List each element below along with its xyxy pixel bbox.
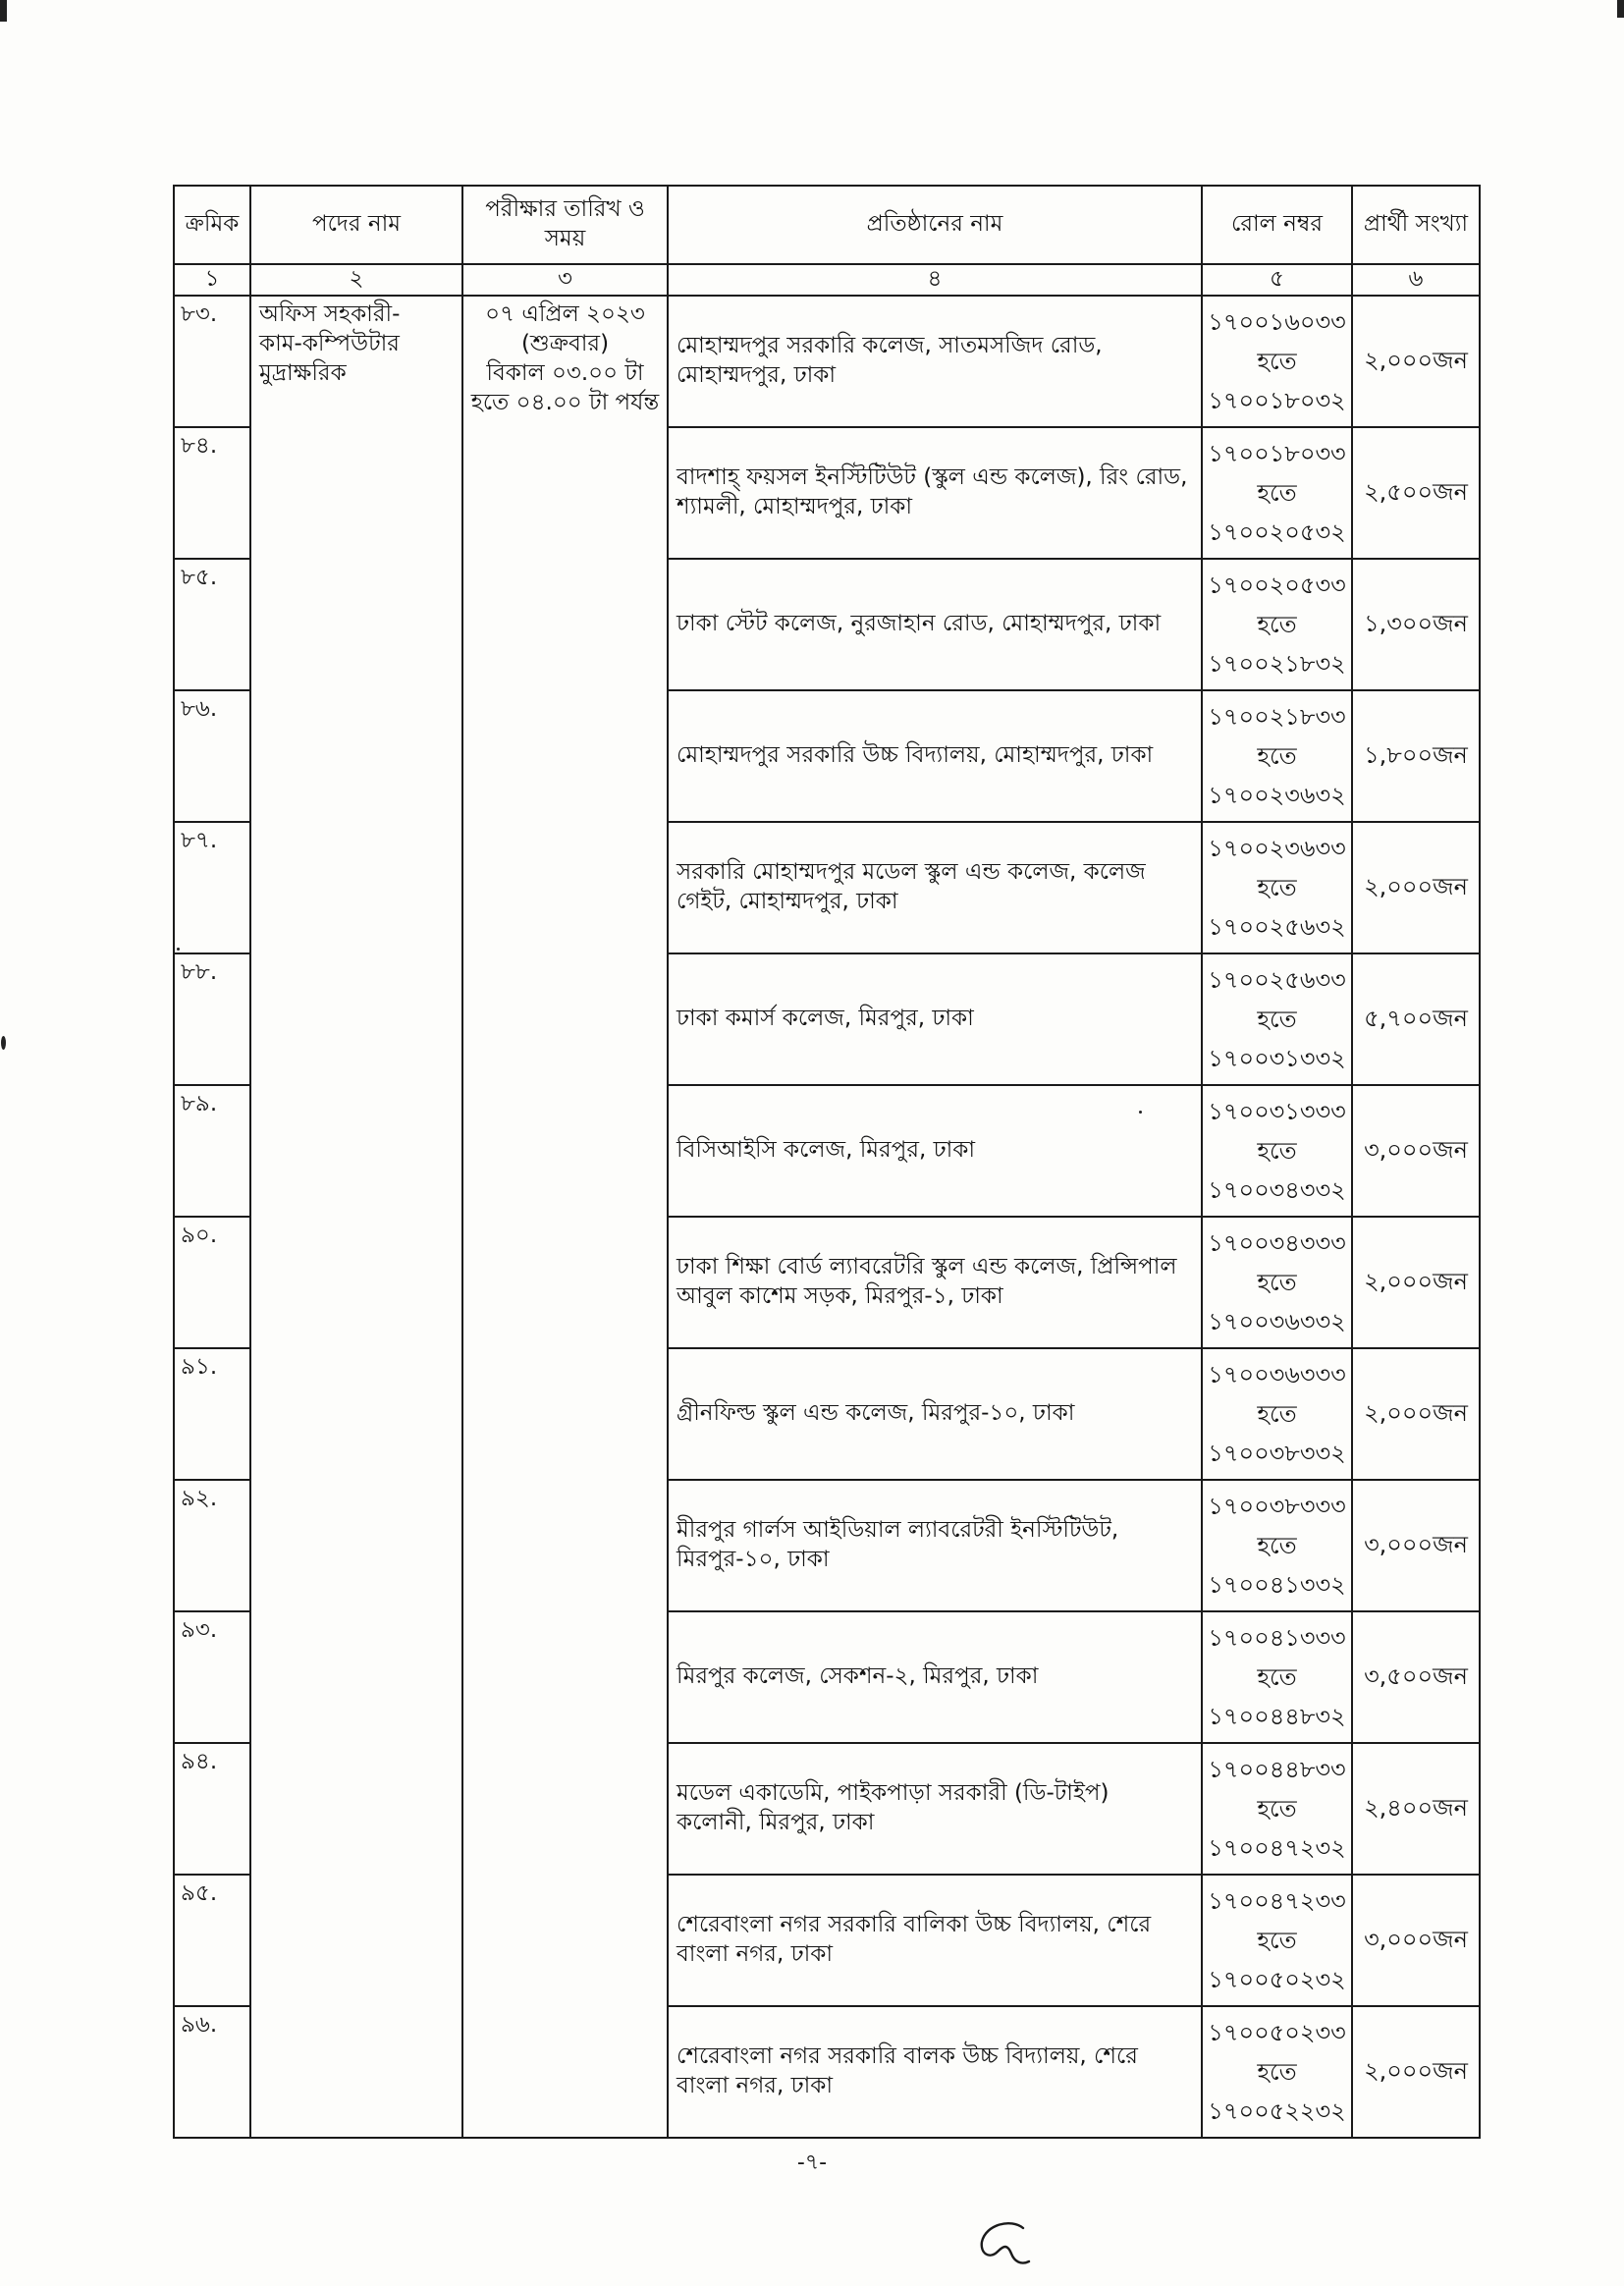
roll-to-word: হতে (1257, 348, 1297, 375)
serial-cell: ৯৬. (174, 2006, 250, 2138)
exam-center-table (173, 185, 1481, 2139)
scan-mark (1, 1036, 6, 1050)
roll-to-word: হতে (1257, 1137, 1297, 1165)
exam-time-cell (462, 296, 668, 2138)
post-name-line: মুদ্রাক্ষরিক (259, 359, 347, 386)
initial-signature (972, 2214, 1041, 2273)
roll-cell (1202, 1611, 1352, 1743)
candidate-count-cell: ৩,০০০জন (1352, 1875, 1480, 2006)
roll-from: ১৭০০১৬০৩৩ (1208, 308, 1346, 336)
roll-to-word: হতে (1257, 1532, 1297, 1559)
roll-to: ১৭০০১৮০৩২ (1208, 387, 1346, 414)
scan-mark (0, 0, 7, 22)
serial-cell: ৮৫. (174, 559, 250, 690)
post-name-line: অফিস সহকারী- (259, 301, 401, 327)
roll-to: ১৭০০৫২২৩২ (1208, 2097, 1346, 2125)
table-body (174, 296, 1480, 2138)
roll-from: ১৭০০২০৫৩৩ (1208, 572, 1346, 599)
header-exam-time: পরীক্ষার তারিখ ও সময় (462, 186, 668, 264)
roll-to-word: হতে (1257, 1269, 1297, 1296)
roll-to-word: হতে (1257, 1400, 1297, 1428)
header-institution: প্রতিষ্ঠানের নাম (668, 186, 1202, 264)
header-roll: রোল নম্বর (1202, 186, 1352, 264)
roll-cell (1202, 1217, 1352, 1348)
institution-cell: মডেল একাডেমি, পাইকপাড়া সরকারী (ডি-টাইপ) কলোনী, মিরপুর, ঢাকা (668, 1743, 1202, 1875)
header-post: পদের নাম (250, 186, 462, 264)
roll-to: ১৭০০৩৪৩৩২ (1208, 1176, 1346, 1204)
roll-cell (1202, 1743, 1352, 1875)
roll-cell (1202, 953, 1352, 1085)
roll-to: ১৭০০৪১৩৩২ (1208, 1571, 1346, 1599)
roll-to-word: হতে (1257, 479, 1297, 507)
roll-to-word: হতে (1257, 874, 1297, 901)
post-name-cell (250, 296, 462, 2138)
page-number: -৭- (796, 2150, 828, 2175)
roll-to-word: হতে (1257, 611, 1297, 638)
serial-cell: ৯১. (174, 1348, 250, 1480)
serial-cell: ৮৭. (174, 822, 250, 953)
roll-to-word: হতে (1257, 1795, 1297, 1823)
serial-cell: ৮৬. (174, 690, 250, 822)
candidate-count-cell: ১,৩০০জন (1352, 559, 1480, 690)
institution-cell: ঢাকা কমার্স কলেজ, মিরপুর, ঢাকা (668, 953, 1202, 1085)
roll-to-word: হতে (1257, 2058, 1297, 2086)
institution-cell: গ্রীনফিল্ড স্কুল এন্ড কলেজ, মিরপুর-১০, ঢাকা (668, 1348, 1202, 1480)
column-number: ৩ (462, 264, 668, 296)
roll-cell (1202, 690, 1352, 822)
column-number: ১ (174, 264, 250, 296)
roll-from: ১৭০০৪৪৮৩৩ (1208, 1756, 1346, 1783)
column-number: ৪ (668, 264, 1202, 296)
serial-cell: ৯৩. (174, 1611, 250, 1743)
column-number-row (174, 264, 1480, 296)
post-name-line: কাম-কম্পিউটার (259, 330, 400, 356)
candidate-count-cell: ৫,৭০০জন (1352, 953, 1480, 1085)
candidate-count-cell: ২,০০০জন (1352, 1348, 1480, 1480)
roll-cell (1202, 427, 1352, 559)
roll-from: ১৭০০২৩৬৩৩ (1208, 835, 1346, 862)
serial-cell: ৯০. (174, 1217, 250, 1348)
table-row (174, 296, 1480, 427)
roll-to: ১৭০০২০৫৩২ (1208, 518, 1346, 546)
roll-from: ১৭০০৩৮৩৩৩ (1208, 1493, 1346, 1520)
header-candidates: প্রার্থী সংখ্যা (1352, 186, 1480, 264)
roll-cell (1202, 822, 1352, 953)
roll-from: ১৭০০৪১৩৩৩ (1208, 1624, 1346, 1652)
roll-to: ১৭০০২১৮৩২ (1208, 650, 1346, 678)
roll-from: ১৭০০৪৭২৩৩ (1208, 1887, 1346, 1915)
scan-mark (1617, 0, 1624, 18)
roll-to: ১৭০০৩৬৩৩২ (1208, 1308, 1346, 1335)
column-number: ৫ (1202, 264, 1352, 296)
roll-to: ১৭০০২৫৬৩২ (1208, 913, 1346, 941)
institution-cell: শেরেবাংলা নগর সরকারি বালক উচ্চ বিদ্যালয়, শেরে বাংলা নগর, ঢাকা (668, 2006, 1202, 2138)
serial-cell: ৮৯. (174, 1085, 250, 1217)
roll-to: ১৭০০৪৭২৩২ (1208, 1834, 1346, 1862)
institution-cell: ঢাকা স্টেট কলেজ, নুরজাহান রোড, মোহাম্মদপুর, ঢাকা (668, 559, 1202, 690)
institution-cell: শেরেবাংলা নগর সরকারি বালিকা উচ্চ বিদ্যালয়, শেরে বাংলা নগর, ঢাকা (668, 1875, 1202, 2006)
roll-cell (1202, 2006, 1352, 2138)
serial-cell: ৯৪. (174, 1743, 250, 1875)
serial-cell: ৮৪. (174, 427, 250, 559)
exam-end: হতে ০৪.০০ টা পর্যন্ত (470, 389, 660, 415)
candidate-count-cell: ২,০০০জন (1352, 2006, 1480, 2138)
roll-from: ১৭০০২৫৬৩৩ (1208, 966, 1346, 994)
institution-cell: ঢাকা শিক্ষা বোর্ড ল্যাবরেটরি স্কুল এন্ড কলেজ, প্রিন্সিপাল আবুল কাশেম সড়ক, মিরপুর-১, ঢাকা (668, 1217, 1202, 1348)
candidate-count-cell: ৩,৫০০জন (1352, 1611, 1480, 1743)
institution-cell: সরকারি মোহাম্মদপুর মডেল স্কুল এন্ড কলেজ, কলেজ গেইট, মোহাম্মদপুর, ঢাকা (668, 822, 1202, 953)
roll-cell (1202, 1875, 1352, 2006)
serial-cell: ৮৩. (174, 296, 250, 427)
roll-cell (1202, 296, 1352, 427)
candidate-count-cell: ৩,০০০জন (1352, 1085, 1480, 1217)
column-number: ২ (250, 264, 462, 296)
institution-cell: মোহাম্মদপুর সরকারি উচ্চ বিদ্যালয়, মোহাম্মদপুর, ঢাকা (668, 690, 1202, 822)
institution-cell: বিসিআইসি কলেজ, মিরপুর, ঢাকা (668, 1085, 1202, 1217)
roll-to-word: হতে (1257, 1663, 1297, 1691)
exam-start: বিকাল ০৩.০০ টা (486, 359, 644, 386)
exam-date: ০৭ এপ্রিল ২০২৩ (485, 301, 645, 327)
roll-cell (1202, 1480, 1352, 1611)
roll-to-word: হতে (1257, 1927, 1297, 1954)
roll-from: ১৭০০৩১৩৩৩ (1208, 1098, 1346, 1125)
roll-to: ১৭০০৩৮৩৩২ (1208, 1440, 1346, 1467)
roll-to: ১৭০০৫০২৩২ (1208, 1966, 1346, 1993)
roll-to: ১৭০০৩১৩৩২ (1208, 1045, 1346, 1072)
roll-from: ১৭০০১৮০৩৩ (1208, 440, 1346, 467)
candidate-count-cell: ২,৪০০জন (1352, 1743, 1480, 1875)
institution-cell: মিরপুর কলেজ, সেকশন-২, মিরপুর, ঢাকা (668, 1611, 1202, 1743)
institution-cell: মীরপুর গার্লস আইডিয়াল ল্যাবরেটরী ইনস্টিটিউট, মিরপুর-১০, ঢাকা (668, 1480, 1202, 1611)
serial-cell: ৯৫. (174, 1875, 250, 2006)
candidate-count-cell: ১,৮০০জন (1352, 690, 1480, 822)
roll-from: ১৭০০২১৮৩৩ (1208, 703, 1346, 731)
header-row (174, 186, 1480, 264)
candidate-count-cell: ২,০০০জন (1352, 822, 1480, 953)
roll-from: ১৭০০৫০২৩৩ (1208, 2019, 1346, 2046)
serial-cell: ৯২. (174, 1480, 250, 1611)
roll-to-word: হতে (1257, 742, 1297, 770)
roll-from: ১৭০০৩৪৩৩৩ (1208, 1229, 1346, 1257)
column-number: ৬ (1352, 264, 1480, 296)
roll-to: ১৭০০৪৪৮৩২ (1208, 1703, 1346, 1730)
roll-cell (1202, 1085, 1352, 1217)
roll-to: ১৭০০২৩৬৩২ (1208, 782, 1346, 809)
roll-from: ১৭০০৩৬৩৩৩ (1208, 1361, 1346, 1388)
roll-to-word: হতে (1257, 1006, 1297, 1033)
roll-cell (1202, 1348, 1352, 1480)
candidate-count-cell: ২,৫০০জন (1352, 427, 1480, 559)
header-serial: ক্রমিক (174, 186, 250, 264)
institution-cell: বাদশাহ্‌ ফয়সল ইনস্টিটিউট (স্কুল এন্ড কলেজ), রিং রোড, শ্যামলী, মোহাম্মদপুর, ঢাকা (668, 427, 1202, 559)
candidate-count-cell: ২,০০০জন (1352, 296, 1480, 427)
roll-cell (1202, 559, 1352, 690)
institution-cell: মোহাম্মদপুর সরকারি কলেজ, সাতমসজিদ রোড, মোহাম্মদপুর, ঢাকা (668, 296, 1202, 427)
candidate-count-cell: ৩,০০০জন (1352, 1480, 1480, 1611)
exam-day: (শুক্রবার) (520, 330, 610, 356)
serial-cell: ৮৮. (174, 953, 250, 1085)
candidate-count-cell: ২,০০০জন (1352, 1217, 1480, 1348)
